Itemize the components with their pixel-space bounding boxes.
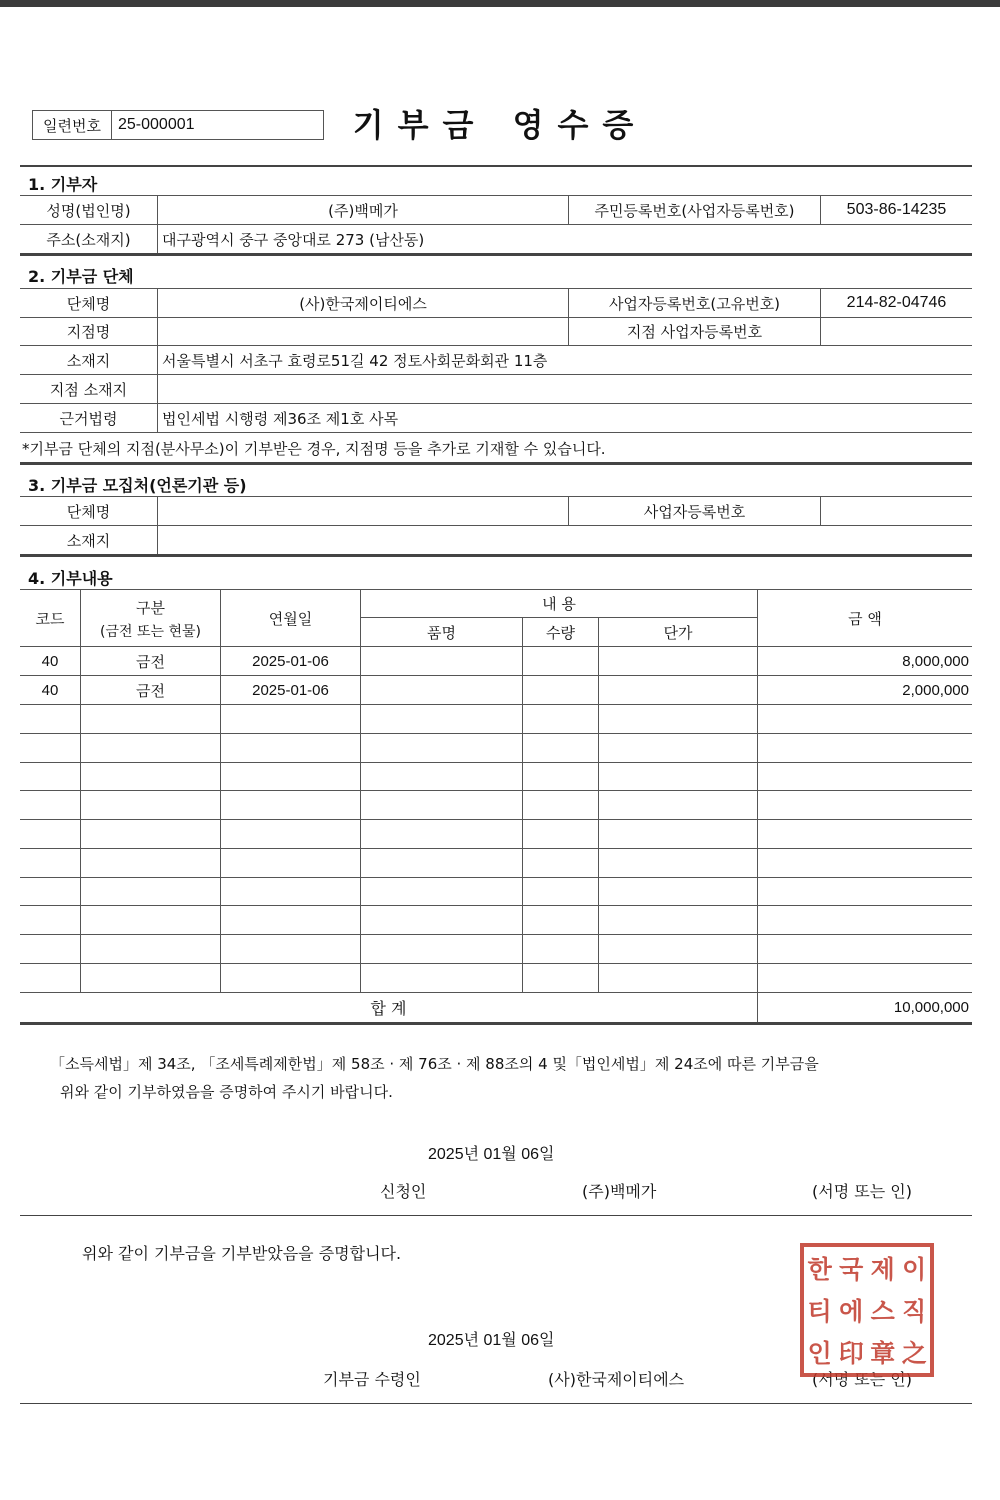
recipient-name: (사)한국제이티에스 bbox=[548, 1370, 685, 1389]
org-location: 서울특별시 서초구 효령로51길 42 정토사회문화회관 11층 bbox=[162, 351, 548, 370]
org-reg-number: 214-82-04746 bbox=[846, 294, 947, 311]
row-2-code: 40 bbox=[41, 681, 59, 699]
donor-name: (주)백메가 bbox=[328, 201, 398, 220]
donor-address: 대구광역시 중구 중앙대로 273 (남산동) bbox=[162, 230, 425, 249]
branch-name bbox=[158, 318, 568, 345]
col-amount-header: 금 액 bbox=[848, 609, 882, 628]
total-amount: 10,000,000 bbox=[893, 999, 969, 1016]
donor-reg-number: 503-86-14235 bbox=[846, 201, 947, 218]
org-location-label: 소재지 bbox=[66, 351, 111, 370]
rule-double bbox=[20, 253, 972, 256]
rule-double bbox=[20, 1022, 972, 1025]
document-title: 기부금 영수증 bbox=[352, 106, 648, 144]
collector-location-label: 소재지 bbox=[66, 531, 111, 550]
row-2-qty bbox=[523, 676, 598, 704]
total-label: 합 계 bbox=[370, 999, 407, 1018]
col-qty-header: 수량 bbox=[546, 623, 575, 642]
row-2-type: 금전 bbox=[136, 681, 165, 700]
org-reg-label: 사업자등록번호(고유번호) bbox=[608, 294, 781, 313]
top-bar bbox=[0, 0, 1000, 7]
serial-number-box bbox=[32, 110, 324, 140]
branch-reg-number bbox=[821, 318, 972, 345]
branch-name-label: 지점명 bbox=[66, 323, 111, 341]
col-type-header: 구분 bbox=[136, 598, 165, 617]
section-collector-title: 3. 기부금 모집처(언론기관 등) bbox=[28, 476, 247, 495]
row-2-item bbox=[361, 676, 522, 704]
col-type-subheader: (금전 또는 현물) bbox=[100, 624, 201, 640]
recipient-label: 기부금 수령인 bbox=[323, 1370, 421, 1389]
receipt-date: 2025년 01월 06일 bbox=[428, 1332, 555, 1349]
section-details-title: 4. 기부내용 bbox=[28, 569, 113, 588]
receipt-statement: 위와 같이 기부금을 기부받았음을 증명합니다. bbox=[82, 1244, 402, 1263]
certification-statement-line-1: 「소득세법」제 34조, 「조세특례제한법」제 58조 · 제 76조 · 제 88조의 4 및「법인세법」제 24조에 따른 기부금을 bbox=[50, 1055, 819, 1073]
certification-statement-line-2: 위와 같이 기부하였음을 증명하여 주시기 바랍니다. bbox=[60, 1083, 393, 1101]
donor-address-label: 주소(소재지) bbox=[46, 230, 131, 249]
col-item-header: 품명 bbox=[427, 623, 456, 642]
branch-reg-label: 지점 사업자등록번호 bbox=[626, 323, 763, 341]
branch-note: *기부금 단체의 지점(분사무소)이 기부받은 경우, 지점명 등을 추가로 기재할 수 있습니다. bbox=[22, 440, 606, 458]
collector-location bbox=[158, 526, 972, 554]
org-name: (사)한국제이티에스 bbox=[299, 294, 427, 313]
rule-double bbox=[20, 554, 972, 557]
col-content-header: 내 용 bbox=[542, 595, 576, 613]
recipient-sign-label: (서명 또는 인) bbox=[812, 1370, 912, 1389]
serial-value: 25-000001 bbox=[118, 116, 195, 133]
law-basis: 법인세법 시행령 제36조 제1호 사목 bbox=[162, 409, 399, 428]
row-1-code: 40 bbox=[41, 652, 59, 670]
row-2-unit-price bbox=[599, 676, 757, 704]
row-1-item bbox=[361, 647, 522, 675]
col-unit-price-header: 단가 bbox=[663, 623, 693, 642]
official-seal: 한 국 제 이 티 에 스 직 인 印 章 之 bbox=[800, 1243, 934, 1377]
applicant-label: 신청인 bbox=[380, 1182, 427, 1201]
applicant-sign-label: (서명 또는 인) bbox=[812, 1182, 912, 1201]
rule bbox=[20, 165, 972, 167]
collector-name-label: 단체명 bbox=[66, 502, 111, 521]
org-name-label: 단체명 bbox=[66, 294, 111, 313]
section-org-title: 2. 기부금 단체 bbox=[28, 267, 134, 286]
certification-date: 2025년 01월 06일 bbox=[428, 1146, 555, 1163]
branch-location-label: 지점 소재지 bbox=[49, 380, 128, 399]
collector-reg-label: 사업자등록번호 bbox=[643, 502, 746, 521]
serial-label: 일련번호 bbox=[33, 111, 112, 139]
rule-double bbox=[20, 462, 972, 465]
collector-name bbox=[158, 497, 568, 525]
applicant-name: (주)백메가 bbox=[582, 1182, 657, 1201]
col-date-header: 연월일 bbox=[268, 609, 313, 628]
col-code-header: 코드 bbox=[35, 609, 65, 628]
collector-reg-number bbox=[821, 497, 972, 525]
row-1-type: 금전 bbox=[136, 652, 165, 671]
donor-name-label: 성명(법인명) bbox=[46, 201, 131, 220]
row-1-unit-price bbox=[599, 647, 757, 675]
row-1-amount: 8,000,000 bbox=[902, 652, 969, 670]
row-1-qty bbox=[523, 647, 598, 675]
law-label: 근거법령 bbox=[59, 409, 118, 428]
donor-reg-label: 주민등록번호(사업자등록번호) bbox=[594, 201, 795, 220]
row-2-date: 2025-01-06 bbox=[252, 681, 329, 699]
row-2-amount: 2,000,000 bbox=[902, 681, 969, 699]
branch-location bbox=[158, 375, 972, 403]
section-donor-title: 1. 기부자 bbox=[28, 175, 98, 194]
row-1-date: 2025-01-06 bbox=[252, 652, 329, 670]
